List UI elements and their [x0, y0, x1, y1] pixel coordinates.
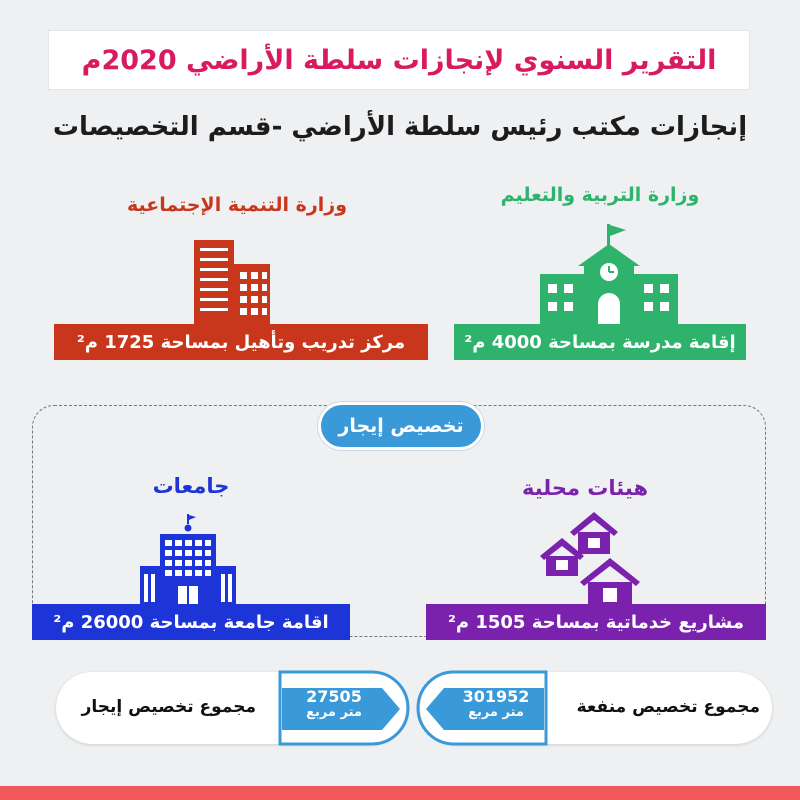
total-lease-card: [56, 672, 406, 744]
total-benefit-value-box: [442, 688, 550, 721]
category-universities-banner: اقامة جامعة بمساحة 26000 م²: [32, 604, 350, 640]
total-lease-value-box: [282, 688, 386, 721]
total-benefit-unit: متر مربع: [468, 705, 524, 721]
bottom-accent-bar: [0, 786, 800, 800]
category-local-bodies-title: هيئات محلية: [521, 476, 649, 500]
lease-section-label: تخصيص إيجار: [318, 402, 484, 450]
ministry-social-banner: مركز تدريب وتأهيل بمساحة 1725 م²: [54, 324, 428, 360]
category-universities-title: جامعات: [152, 474, 230, 498]
school-icon: [538, 222, 680, 328]
page-subtitle: إنجازات مكتب رئيس سلطة الأراضي -قسم التخصيصات: [52, 112, 748, 142]
category-local-bodies-banner: مشاريع خدماتية بمساحة 1505 م²: [426, 604, 766, 640]
total-lease-value: 27505: [306, 687, 362, 706]
ministry-education-banner: إقامة مدرسة بمساحة 4000 م²: [454, 324, 746, 360]
university-icon: [138, 514, 238, 610]
total-lease-label: مجموع تخصيص إيجار: [81, 697, 256, 717]
ministry-social-title: وزارة التنمية الإجتماعية: [126, 194, 348, 216]
total-benefit-label: مجموع تخصيص منفعة: [576, 697, 760, 717]
total-lease-unit: متر مربع: [306, 705, 362, 721]
ministry-education-title: وزارة التربية والتعليم: [500, 184, 700, 206]
office-building-icon: [192, 238, 272, 326]
total-benefit-card: [420, 672, 772, 744]
page-title: التقرير السنوي لإنجازات سلطة الأراضي 2020م: [81, 44, 717, 76]
houses-icon: [540, 512, 648, 608]
title-box: [48, 30, 750, 90]
total-benefit-value: 301952: [462, 687, 530, 706]
